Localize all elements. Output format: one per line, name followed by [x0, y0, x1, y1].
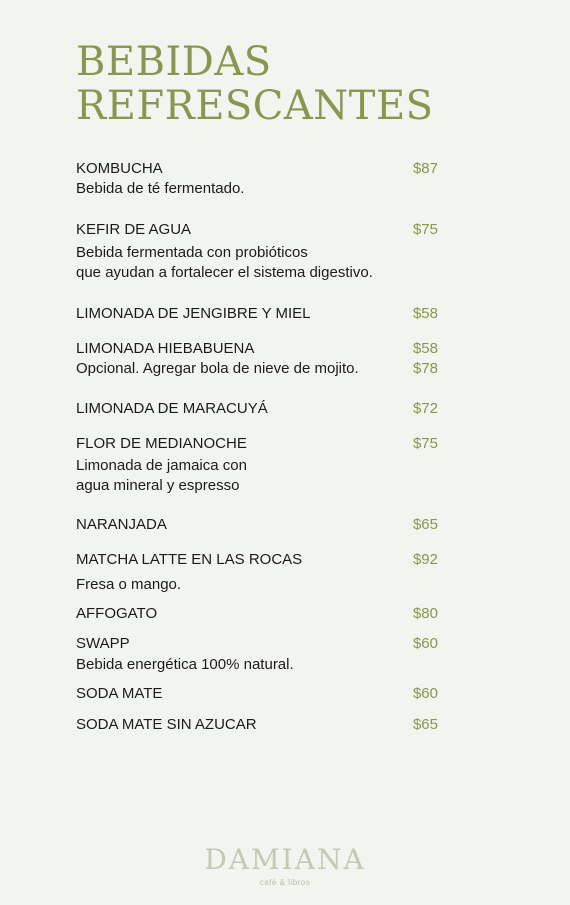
item-description: Bebida energética 100% natural. — [76, 656, 294, 673]
item-price: $58 — [412, 340, 438, 357]
item-description: agua mineral y espresso — [76, 477, 240, 494]
item-price: $60 — [412, 635, 438, 652]
item-price: $75 — [412, 221, 438, 238]
item-name: SODA MATE SIN AZUCAR — [76, 716, 257, 733]
item-name: KOMBUCHA — [76, 160, 163, 177]
item-price: $80 — [412, 605, 438, 622]
brand-tagline: café & libros — [259, 878, 311, 887]
menu-title — [76, 40, 434, 128]
item-name: NARANJADA — [76, 516, 167, 533]
item-name: LIMONADA HIEBABUENA — [76, 340, 255, 357]
item-price: $60 — [412, 685, 438, 702]
item-name: SWAPP — [76, 635, 130, 652]
item-description: Fresa o mango. — [76, 576, 182, 593]
item-description: Opcional. Agregar bola de nieve de mojito. — [76, 360, 359, 377]
menu-title-line-1: BEBIDAS — [76, 39, 272, 85]
item-name: LIMONADA DE MARACUYÁ — [76, 400, 268, 417]
item-price: $72 — [412, 400, 438, 417]
item-price: $65 — [412, 716, 438, 733]
item-name: SODA MATE — [76, 685, 163, 702]
item-name: AFFOGATO — [76, 605, 158, 622]
menu-title-line-2: REFRESCANTES — [76, 83, 434, 129]
item-name: LIMONADA DE JENGIBRE Y MIEL — [76, 305, 311, 322]
item-price: $92 — [412, 551, 438, 568]
item-description: que ayudan a fortalecer el sistema digestivo. — [76, 264, 373, 281]
item-name: KEFIR DE AGUA — [76, 221, 192, 238]
item-price-option: $78 — [412, 360, 438, 377]
item-price: $65 — [412, 516, 438, 533]
brand-logo: DAMIANA — [204, 843, 366, 876]
item-description: Limonada de jamaica con — [76, 457, 247, 474]
item-price: $87 — [412, 160, 438, 177]
item-description: Bebida de té fermentado. — [76, 180, 245, 197]
item-description: Bebida fermentada con probióticos — [76, 244, 308, 261]
item-price: $75 — [412, 435, 438, 452]
item-name: FLOR DE MEDIANOCHE — [76, 435, 247, 452]
item-name: MATCHA LATTE EN LAS ROCAS — [76, 551, 303, 568]
item-price: $58 — [412, 305, 438, 322]
